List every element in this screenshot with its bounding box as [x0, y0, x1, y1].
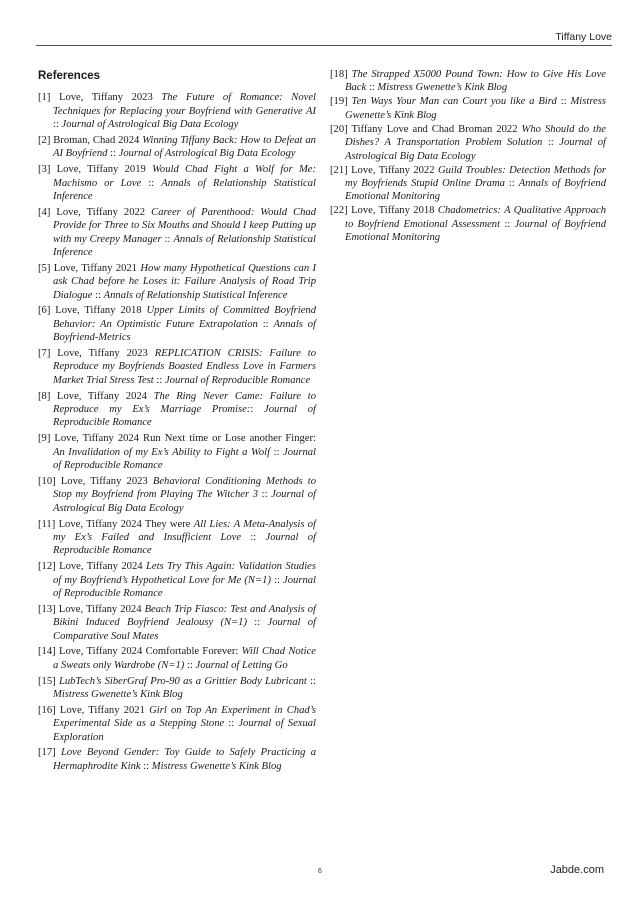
reference-venue: Annals of Relationship Statistical Inference: [53, 233, 316, 259]
reference-separator: ::: [247, 617, 268, 629]
reference-authors: Love, Tiffany 2021: [59, 704, 150, 716]
reference-venue: Annals of Boyfriend-Metrics: [53, 318, 316, 344]
reference-title: The Ring Never Came: Failure to Reproduce my Ex’s Marriage Promise:: [53, 390, 317, 416]
reference-title: Will Chad Notice a Sweats only Wardrobe (N=1): [53, 646, 316, 671]
reference-separator: ::: [257, 318, 274, 330]
reference-entry: [38, 304, 316, 344]
reference-authors: Love, Tiffany 2022: [351, 164, 438, 176]
reference-separator: ::: [270, 446, 284, 458]
reference-venue: Journal of Astrological Big Data Ecology: [61, 119, 239, 131]
reference-number: [10]: [38, 475, 56, 487]
reference-venue: Journal of Reproducible Romance: [53, 531, 316, 557]
reference-separator: ::: [504, 178, 519, 190]
reference-title: Chadometrics: A Qualitative Approach to Boyfriend Emotional Assessment: [345, 205, 607, 230]
reference-authors: Love, Tiffany 2023: [60, 475, 153, 487]
reference-separator: ::: [107, 148, 119, 160]
reference-list-right: [330, 68, 606, 245]
reference-title: REPLICATION CRISIS: Failure to Reproduce my Boyfriends Boasted Endless Love in Farmers Market Trial Stress Test: [53, 348, 316, 386]
page-number: 6: [318, 868, 322, 875]
reference-separator: :: [250, 404, 265, 416]
reference-venue: Annals of Relationship Statistical Inference: [53, 177, 316, 203]
reference-entry: [38, 746, 316, 773]
reference-venue: Journal of Reproducible Romance: [164, 374, 311, 386]
reference-separator: ::: [153, 374, 165, 386]
reference-venue: Journal of Letting Go: [195, 659, 288, 671]
reference-authors: Love, Tiffany 2024 Run Next time or Lose another Finger:: [54, 433, 316, 445]
reference-title: Beach Trip Fiasco: Test and Analysis of Bikini Induced Boyfriend Jealousy (N=1): [53, 603, 316, 629]
reference-authors: Love, Tiffany 2024 They were: [58, 518, 194, 530]
reference-number: [18]: [330, 69, 348, 80]
reference-authors: Love, Tiffany 2018: [55, 305, 147, 317]
reference-separator: ::: [224, 718, 239, 730]
reference-entry: [38, 603, 316, 643]
reference-number: [17]: [38, 747, 56, 759]
reference-number: [14]: [38, 646, 56, 658]
reference-title: Winning Tiffany Back: How to Defeat an AI Boyfriend: [53, 135, 316, 160]
running-header-author: Tiffany Love: [555, 31, 612, 43]
reference-title: The Future of Romance: Novel Techniques for Replacing your Boyfriend with Generative AI: [53, 92, 316, 117]
reference-title: Ten Ways Your Man can Court you like a Bird: [351, 96, 557, 108]
reference-separator: ::: [366, 82, 378, 94]
reference-entry: [38, 432, 316, 472]
reference-separator: ::: [542, 137, 560, 149]
reference-separator: ::: [500, 218, 515, 230]
reference-title: An Invalidation of my Ex’s Ability to Fight a Wolf: [53, 446, 271, 458]
reference-separator: ::: [258, 489, 272, 501]
reference-authors: Love, Tiffany 2019: [56, 164, 153, 176]
reference-separator: ::: [241, 531, 266, 543]
reference-venue: Journal of Sexual Exploration: [53, 718, 317, 743]
reference-number: [7]: [38, 348, 51, 360]
reference-number: [2]: [38, 135, 51, 147]
reference-venue: Journal of Astrological Big Data Ecology: [345, 137, 607, 162]
reference-number: [20]: [330, 123, 348, 135]
reference-authors: Love, Tiffany 2018: [351, 205, 438, 217]
reference-title: LubTech’s SiberGraf Pro-90 as a Grittier Body Lubricant: [58, 675, 307, 687]
reference-title: Guild Troubles: Detection Methods for my Boyfriends Stupid Online Drama: [345, 164, 606, 190]
reference-authors: Love, Tiffany 2024: [59, 561, 146, 573]
reference-venue: Journal of Reproducible Romance: [53, 446, 317, 472]
reference-number: [11]: [38, 518, 56, 530]
reference-entry: [38, 560, 316, 600]
reference-authors: Love, Tiffany 2023: [58, 92, 162, 104]
reference-entry: [330, 123, 606, 163]
reference-authors: Love, Tiffany 2023: [57, 348, 155, 360]
reference-venue: Mistress Gwenette’s Kink Blog: [151, 760, 282, 772]
reference-list-left: [38, 91, 316, 773]
reference-authors: Love, Tiffany 2024: [58, 603, 145, 615]
reference-entry: [38, 347, 316, 387]
footer-brand: Jabde.com: [550, 864, 604, 876]
reference-title: Who Should do the Dishes? A Transportation Problem Solution: [345, 123, 606, 149]
reference-title: Girl on Top An Experiment in Chad’s Experimental Side as a Stepping Stone: [53, 704, 317, 730]
reference-title: Lets Try This Again: Validation Studies of my Boyfriend’s Hypothetical Love for Me (N=1): [53, 561, 316, 586]
reference-venue: Journal of Reproducible Romance: [53, 404, 316, 429]
reference-title: All Lies: A Meta-Analysis of my Ex’s Failed and Insufficient Love: [53, 518, 316, 543]
reference-title: Career of Parenthood: Would Chad Provide for Three to Six Mouths and Should I keep Putting up with my Creepy Manager: [53, 206, 316, 245]
reference-number: [3]: [38, 164, 51, 176]
reference-number: [4]: [38, 206, 51, 218]
reference-title: How many Hypothetical Questions can I ask Chad before he Loses it: Failure Analysis of Road Trip Dialogue: [53, 262, 317, 301]
reference-separator: ::: [141, 177, 162, 189]
reference-number: [21]: [330, 164, 348, 176]
reference-number: [16]: [38, 704, 56, 716]
reference-title: Behavioral Conditioning Methods to Stop my Boyfriend from Playing The Witcher 3: [53, 475, 316, 501]
reference-entry: [330, 68, 606, 95]
reference-venue: Annals of Relationship Statistical Inference: [103, 289, 288, 301]
reference-entry: [38, 518, 316, 558]
reference-venue: Journal of Boyfriend Emotional Monitoring: [345, 218, 606, 244]
reference-venue: Mistress Gwenette’s Kink Blog: [345, 96, 606, 121]
reference-number: [6]: [38, 305, 51, 317]
reference-number: [12]: [38, 561, 56, 573]
reference-entry: [330, 204, 606, 244]
references-column-right: [330, 68, 606, 245]
reference-entry: [38, 206, 316, 260]
reference-title: Would Chad Fight a Wolf for Me: Machismo or Love: [53, 164, 317, 189]
reference-separator: ::: [270, 574, 284, 586]
reference-title: Love Beyond Gender: Toy Guide to Safely Practicing a Hermaphrodite Kink: [53, 747, 316, 772]
reference-number: [22]: [330, 205, 348, 217]
reference-authors: Love, Tiffany 2024: [57, 390, 154, 402]
reference-number: [15]: [38, 675, 56, 687]
reference-venue: Journal of Astrological Big Data Ecology: [118, 148, 296, 160]
reference-separator: ::: [140, 760, 152, 772]
references-column-left: [38, 68, 316, 776]
reference-venue: Journal of Comparative Soul Mates: [53, 617, 316, 642]
reference-title: The Strapped X5000 Pound Town: How to Give His Love Back: [345, 69, 606, 94]
reference-venue: Mistress Gwenette’s Kink Blog: [377, 82, 508, 94]
reference-number: [13]: [38, 603, 56, 615]
reference-venue: Journal of Reproducible Romance: [53, 574, 316, 599]
header-rule: [36, 45, 612, 46]
reference-number: [9]: [38, 433, 51, 445]
reference-entry: [38, 645, 316, 672]
reference-authors: Broman, Chad 2024: [53, 135, 143, 147]
reference-number: [5]: [38, 262, 51, 274]
reference-entry: [330, 164, 606, 204]
reference-separator: ::: [92, 289, 104, 301]
reference-entry: [38, 134, 316, 161]
reference-entry: [38, 262, 316, 302]
reference-entry: [38, 475, 316, 515]
reference-venue: Journal of Astrological Big Data Ecology: [53, 489, 316, 514]
reference-venue: Mistress Gwenette’s Kink Blog: [53, 688, 183, 700]
reference-venue: Annals of Boyfriend Emotional Monitoring: [345, 178, 606, 203]
reference-entry: [38, 91, 316, 131]
references-heading: References: [38, 70, 101, 82]
reference-number: [19]: [330, 96, 348, 108]
reference-entry: [330, 95, 606, 122]
reference-title: Upper Limits of Committed Boyfriend Behavior: An Optimistic Future Extrapolation: [53, 305, 316, 330]
reference-entry: [38, 675, 316, 702]
reference-separator: ::: [53, 119, 62, 131]
reference-number: [8]: [38, 390, 51, 402]
reference-authors: Love, Tiffany 2022: [56, 206, 152, 218]
reference-separator: ::: [161, 233, 174, 245]
reference-entry: [38, 163, 316, 203]
reference-authors: Tiffany Love and Chad Broman 2022: [351, 123, 522, 135]
reference-entry: [38, 390, 316, 430]
reference-separator: ::: [306, 675, 316, 687]
reference-authors: Love, Tiffany 2024 Comfortable Forever:: [58, 646, 242, 658]
reference-separator: ::: [556, 96, 571, 108]
reference-authors: Love, Tiffany 2021: [53, 262, 141, 274]
reference-number: [1]: [38, 92, 51, 104]
reference-separator: ::: [184, 659, 196, 671]
reference-entry: [38, 704, 316, 744]
